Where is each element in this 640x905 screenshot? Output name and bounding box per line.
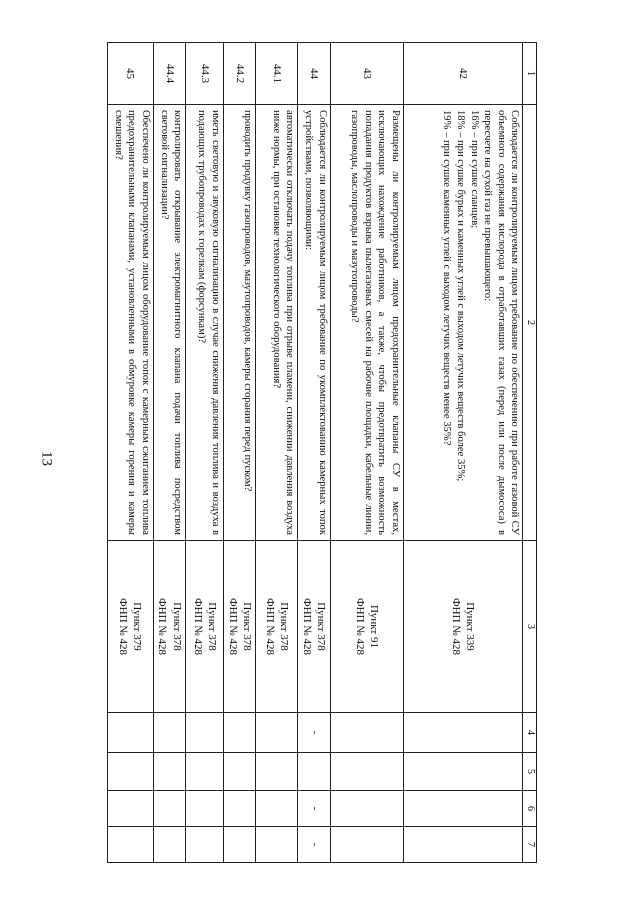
- table-row: [298, 43, 331, 863]
- answer-cell-col-6: [186, 791, 224, 827]
- row-number: 44.3: [186, 43, 224, 105]
- header-col-7: 7: [523, 827, 537, 863]
- row-number: 44.4: [153, 43, 186, 105]
- answer-cell-col-4: [256, 713, 298, 753]
- requirement-text: [223, 105, 256, 541]
- requirement-line: Размещены ли контролируемым лицом предохранительные клапаны СУ в местах, исключающих нахождение работников, а также, чтобы предотвратить возможность попадания продуктов взрыва пылегазовых смесей на рабочие площадки, кабельные линии, газопроводы, маслопроводы и мазутопроводы?: [349, 110, 402, 535]
- answer-cell-col-7: [223, 827, 256, 863]
- table-row: [256, 43, 298, 863]
- header-col-1: 1: [523, 43, 537, 105]
- checklist-table: [107, 42, 537, 863]
- requirement-text: [256, 105, 298, 541]
- header-col-4: 4: [523, 713, 537, 753]
- regulation-reference: Пункт 378 ФНП № 428: [256, 541, 298, 713]
- header-col-5: 5: [523, 753, 537, 791]
- page-number: 13: [38, 451, 55, 466]
- table-row: [223, 43, 256, 863]
- answer-cell-col-7: [108, 827, 154, 863]
- answer-cell-col-5: [298, 753, 331, 791]
- answer-cell-col-5: [153, 753, 186, 791]
- answer-cell-col-7: [186, 827, 224, 863]
- answer-cell-col-7: [330, 827, 403, 863]
- answer-cell-col-6: [404, 791, 523, 827]
- requirement-line: Соблюдается ли контролируемым лицом требование по укомплектованию камерных топок устройствами, позволяющими:: [303, 110, 328, 535]
- table-row: [186, 43, 224, 863]
- answer-cell-col-7: [404, 827, 523, 863]
- answer-cell-col-7: [256, 827, 298, 863]
- row-number: 43: [330, 43, 403, 105]
- regulation-reference: Пункт 378 ФНП № 428: [186, 541, 224, 713]
- header-row: [523, 43, 537, 863]
- regulation-reference: Пункт 379 ФНП № 428: [108, 541, 154, 713]
- requirement-line: 16% – при сушке сланцев;: [468, 110, 480, 229]
- answer-cell-col-4: -: [298, 713, 331, 753]
- requirement-line: автоматически отключать подачу топлива при отрыве пламени, снижении давления воздуха ниже нормы, при остановке технологического оборудования?: [270, 110, 296, 535]
- regulation-reference: Пункт 378 ФНП № 428: [298, 541, 331, 713]
- regulation-reference: Пункт 378 ФНП № 428: [153, 541, 186, 713]
- regulation-reference: Пункт 91 ФНП № 428: [330, 541, 403, 713]
- requirement-line: иметь световую и звуковую сигнализацию в случае снижения давления топлива и воздуха в подающих трубопроводах к горелкам (форсункам)?: [196, 110, 221, 535]
- answer-cell-col-6: [256, 791, 298, 827]
- answer-cell-col-7: [153, 827, 186, 863]
- requirement-line: проводить продувку газопроводов, мазутопроводов, камеры сгорания перед пуском?: [242, 110, 254, 492]
- table-row: [404, 43, 523, 863]
- answer-cell-col-5: [186, 753, 224, 791]
- requirement-line: 19% – при сушке каменных углей с выходом летучих веществ менее 35%?: [441, 110, 453, 446]
- requirement-line: Обеспечено ли контролируемым лицом оборудование топок с камерным сжиганием топлива предохранительными клапанами, установленными в обмуровке камеры горения и камеры смешения?: [112, 110, 151, 535]
- requirement-line: контролировать открывание электромагнитного клапана подачи топлива посредством световой сигнализации?: [158, 110, 184, 535]
- answer-cell-col-5: [404, 753, 523, 791]
- requirement-line: 18% – при сушке бурых и каменных углей с выходом летучих веществ более 35%;: [455, 110, 467, 482]
- answer-cell-col-6: [108, 791, 154, 827]
- regulation-reference: Пункт 339 ФНП № 428: [404, 541, 523, 713]
- answer-cell-col-5: [330, 753, 403, 791]
- answer-cell-col-4: [108, 713, 154, 753]
- table-row: [108, 43, 154, 863]
- checklist-table-rotated: [107, 42, 537, 862]
- answer-cell-col-7: -: [298, 827, 331, 863]
- answer-cell-col-6: -: [298, 791, 331, 827]
- answer-cell-col-4: [330, 713, 403, 753]
- requirement-text: [153, 105, 186, 541]
- table-row: [330, 43, 403, 863]
- table-row: [153, 43, 186, 863]
- requirement-text: [298, 105, 331, 541]
- answer-cell-col-4: [186, 713, 224, 753]
- answer-cell-col-6: [153, 791, 186, 827]
- answer-cell-col-4: [404, 713, 523, 753]
- row-number: 44.1: [256, 43, 298, 105]
- requirement-text: [330, 105, 403, 541]
- requirement-text: [108, 105, 154, 541]
- requirement-text: [186, 105, 224, 541]
- regulation-reference: Пункт 378 ФНП № 428: [223, 541, 256, 713]
- header-col-3: 3: [523, 541, 537, 713]
- header-col-6: 6: [523, 791, 537, 827]
- answer-cell-col-6: [330, 791, 403, 827]
- answer-cell-col-4: [223, 713, 256, 753]
- answer-cell-col-4: [153, 713, 186, 753]
- header-col-2: 2: [523, 105, 537, 541]
- answer-cell-col-6: [223, 791, 256, 827]
- answer-cell-col-5: [108, 753, 154, 791]
- requirement-text: [404, 105, 523, 541]
- row-number: 42: [404, 43, 523, 105]
- row-number: 44: [298, 43, 331, 105]
- requirement-line: Соблюдается ли контролируемым лицом требование по обеспечению при работе газовой СУ объемного содержания кислорода в отработавших газах (перед или после дымососа) в пересчете на сухой газ не превышающего:: [482, 110, 521, 535]
- row-number: 45: [108, 43, 154, 105]
- table-body: [108, 43, 523, 863]
- answer-cell-col-5: [223, 753, 256, 791]
- row-number: 44.2: [223, 43, 256, 105]
- answer-cell-col-5: [256, 753, 298, 791]
